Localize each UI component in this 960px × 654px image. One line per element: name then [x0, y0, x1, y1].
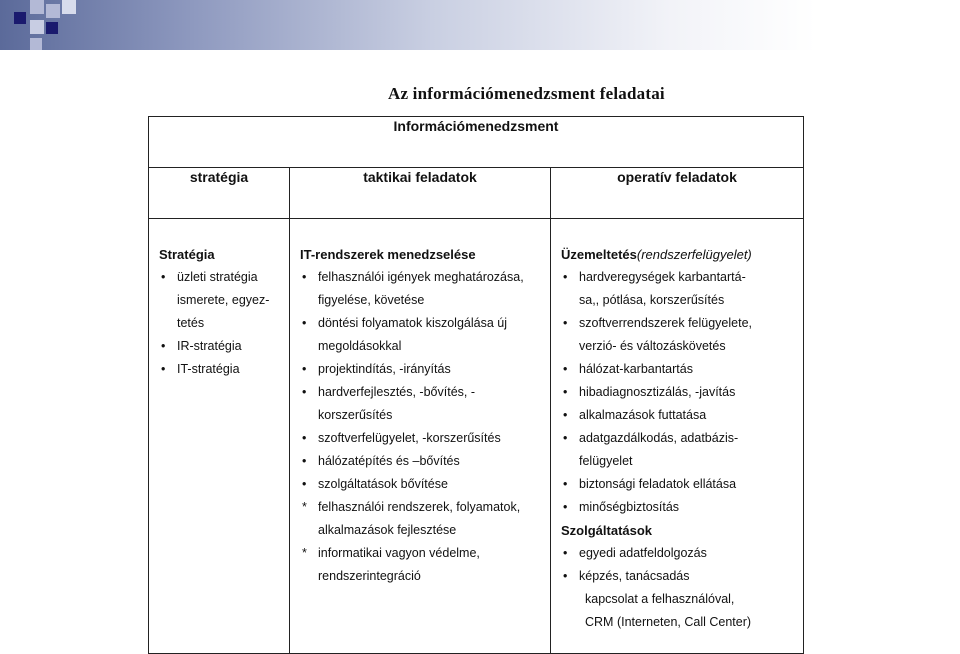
- info-management-table: [148, 116, 804, 654]
- list-item: [300, 542, 544, 588]
- operative-cell: [551, 219, 804, 654]
- list-item: [561, 358, 797, 381]
- list-item: [300, 496, 544, 542]
- services-extra-line-2: CRM (Interneten, Call Center): [585, 615, 752, 629]
- operative-heading-text: Üzemeltetés: [561, 247, 637, 262]
- list-item-text: IR-stratégia: [177, 339, 242, 353]
- decor-square-6: [46, 22, 58, 34]
- list-item: [300, 427, 544, 450]
- list-item-text: felügyelet: [579, 454, 633, 468]
- list-item-text: üzleti stratégia: [177, 270, 258, 284]
- operative-heading: [561, 243, 797, 266]
- list-item-text: IT-stratégia: [177, 362, 240, 376]
- bullet-marker: •: [563, 477, 568, 491]
- list-item-text: hibadiagnosztizálás, -javítás: [579, 385, 736, 399]
- bullet-marker: •: [563, 385, 568, 399]
- bullet-marker: •: [302, 362, 307, 376]
- bullet-marker: •: [161, 362, 166, 376]
- list-item: [300, 358, 544, 381]
- list-item: [159, 358, 283, 381]
- tactical-list: [300, 266, 544, 588]
- list-item-text: tetés: [177, 316, 205, 330]
- list-item-text: figyelése, követése: [318, 293, 425, 307]
- column-header-strategy: stratégia: [149, 168, 290, 219]
- services-heading: Szolgáltatások: [561, 523, 653, 538]
- bullet-marker: •: [161, 270, 166, 284]
- list-item: [561, 473, 797, 496]
- list-item-text: szoftverrendszerek felügyelete,: [579, 316, 753, 330]
- decor-square-2: [30, 0, 44, 14]
- list-item-text: alkalmazások fejlesztése: [318, 523, 457, 537]
- list-item-text: szoftverfelügyelet, -korszerűsítés: [318, 431, 501, 445]
- list-item-text: informatikai vagyon védelme,: [318, 546, 480, 560]
- table-top-header: Információmenedzsment: [149, 117, 804, 168]
- list-item-text: adatgazdálkodás, adatbázis-: [579, 431, 739, 445]
- list-item-text: hálózatépítés és –bővítés: [318, 454, 460, 468]
- list-item: [561, 381, 797, 404]
- decor-square-1: [14, 12, 26, 24]
- list-item: [300, 473, 544, 496]
- list-item: [561, 404, 797, 427]
- list-item-text: rendszerintegráció: [318, 569, 421, 583]
- asterisk-marker: *: [302, 500, 307, 514]
- list-item: [300, 312, 544, 358]
- bullet-marker: •: [161, 339, 166, 353]
- list-item: [561, 542, 797, 565]
- bullet-marker: •: [563, 270, 568, 284]
- list-item-text: képzés, tanácsadás: [579, 569, 690, 583]
- decor-square-5: [30, 20, 44, 34]
- strategy-cell: [149, 219, 290, 654]
- list-item-text: megoldásokkal: [318, 339, 402, 353]
- list-item: [561, 496, 797, 519]
- list-item: [561, 312, 797, 358]
- list-item-text: ismerete, egyez-: [177, 293, 270, 307]
- list-item: [300, 266, 544, 312]
- services-extra-line-1: kapcsolat a felhasználóval,: [585, 592, 735, 606]
- page-title: Az információmenedzsment feladatai: [388, 84, 665, 103]
- asterisk-marker: *: [302, 546, 307, 560]
- list-item: [561, 266, 797, 312]
- column-header-operative: operatív feladatok: [551, 168, 804, 219]
- decor-square-4: [62, 0, 76, 14]
- bullet-marker: •: [302, 477, 307, 491]
- tactical-cell: [290, 219, 551, 654]
- list-item: [561, 427, 797, 473]
- list-item-text: szolgáltatások bővítése: [318, 477, 448, 491]
- list-item-text: verzió- és változáskövetés: [579, 339, 726, 353]
- list-item-text: projektindítás, -irányítás: [318, 362, 451, 376]
- bullet-marker: •: [563, 569, 568, 583]
- list-item-text: felhasználói rendszerek, folyamatok,: [318, 500, 521, 514]
- operative-list: [561, 266, 797, 519]
- list-item-text: hardveregységek karbantartá-: [579, 270, 746, 284]
- list-item: [561, 565, 797, 588]
- decor-square-3: [46, 4, 60, 18]
- services-list: [561, 542, 797, 588]
- bullet-marker: •: [563, 500, 568, 514]
- list-item-text: döntési folyamatok kiszolgálása új: [318, 316, 507, 330]
- list-item-text: biztonsági feladatok ellátása: [579, 477, 737, 491]
- list-item: [300, 381, 544, 427]
- list-item-text: hálózat-karbantartás: [579, 362, 693, 376]
- list-item-text: egyedi adatfeldolgozás: [579, 546, 707, 560]
- list-item: [159, 266, 283, 335]
- slide-header-band: [0, 0, 960, 50]
- list-item: [159, 335, 283, 358]
- bullet-marker: •: [563, 362, 568, 376]
- operative-heading-note: (rendszerfelügyelet): [636, 247, 752, 262]
- tactical-heading: IT-rendszerek menedzselése: [300, 247, 476, 262]
- list-item-text: minőségbiztosítás: [579, 500, 680, 514]
- bullet-marker: •: [302, 385, 307, 399]
- bullet-marker: •: [563, 546, 568, 560]
- bullet-marker: •: [302, 454, 307, 468]
- list-item-text: sa,, pótlása, korszerűsítés: [579, 293, 725, 307]
- list-item: [300, 450, 544, 473]
- bullet-marker: •: [563, 316, 568, 330]
- bullet-marker: •: [302, 316, 307, 330]
- list-item-text: alkalmazások futtatása: [579, 408, 707, 422]
- list-item-text: korszerűsítés: [318, 408, 393, 422]
- bullet-marker: •: [302, 431, 307, 445]
- bullet-marker: •: [302, 270, 307, 284]
- column-header-tactical: taktikai feladatok: [290, 168, 551, 219]
- list-item-text: felhasználói igények meghatározása,: [318, 270, 524, 284]
- bullet-marker: •: [563, 408, 568, 422]
- bullet-marker: •: [563, 431, 568, 445]
- strategy-heading: Stratégia: [159, 247, 215, 262]
- decor-square-7: [30, 38, 42, 50]
- list-item-text: hardverfejlesztés, -bővítés, -: [318, 385, 476, 399]
- strategy-list: [159, 266, 283, 381]
